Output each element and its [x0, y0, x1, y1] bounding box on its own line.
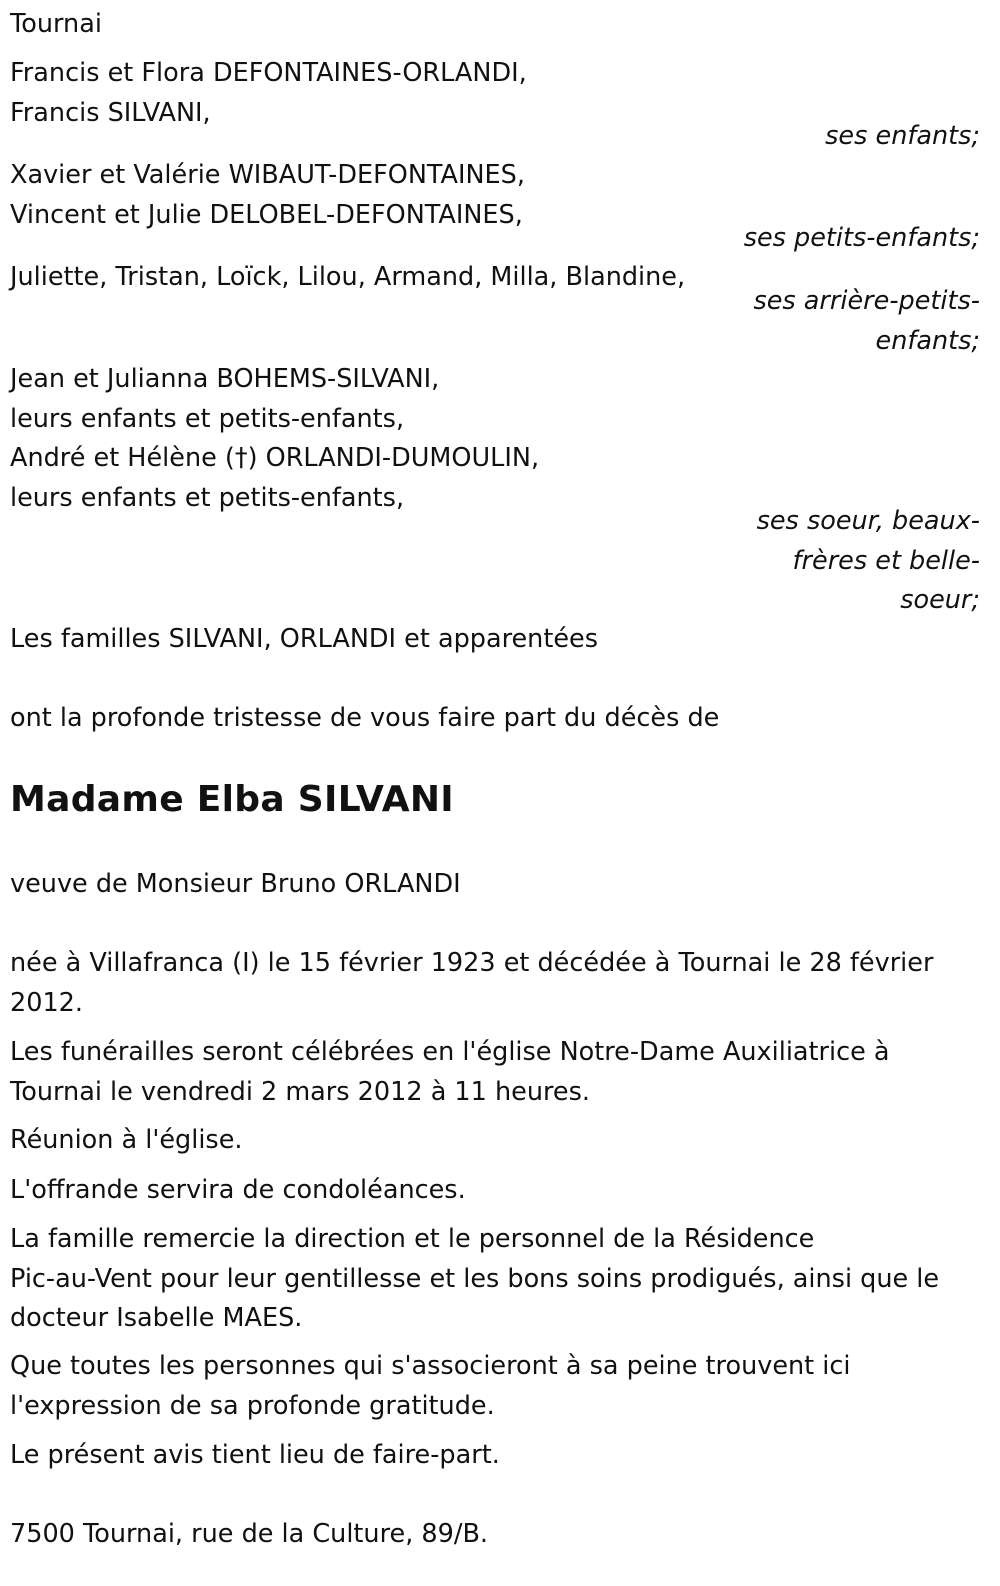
role-line: ses arrière-petits-	[753, 286, 980, 316]
paragraph-line: 2012.	[10, 987, 84, 1018]
city-header: Tournai	[10, 9, 102, 39]
siblings-names	[10, 360, 539, 518]
role-line: enfants;	[875, 325, 980, 356]
role-line: soeur;	[900, 585, 980, 615]
offering-note: L'offrande servira de condoléances.	[10, 1175, 466, 1205]
family-line: leurs enfants et petits-enfants,	[10, 482, 405, 513]
paragraph-line: née à Villafranca (I) le 15 février 1923 et décédée à Tournai le 28 février	[10, 948, 934, 978]
great-grandchildren-names	[10, 258, 685, 298]
paragraph-line: Que toutes les personnes qui s'associeront à sa peine trouvent ici	[10, 1351, 851, 1381]
family-line: Xavier et Valérie WIBAUT-DEFONTAINES,	[10, 160, 525, 190]
family-line: Jean et Julianna BOHEMS-SILVANI,	[10, 364, 440, 394]
funeral-paragraph	[10, 1033, 890, 1112]
birth-death-paragraph	[10, 944, 933, 1023]
paragraph-line: Pic-au-Vent pour leur gentillesse et les bons soins prodigués, ainsi que le	[10, 1263, 940, 1294]
family-line: Francis et Flora DEFONTAINES-ORLANDI,	[10, 58, 527, 88]
notice-line: Le présent avis tient lieu de faire-part.	[10, 1440, 500, 1470]
family-line: André et Hélène (†) ORLANDI-DUMOULIN,	[10, 443, 540, 473]
grandchildren-names	[10, 156, 525, 235]
role-line: frères et belle-	[792, 545, 980, 576]
gratitude-paragraph	[10, 1347, 850, 1426]
announcement: ont la profonde tristesse de vous faire part du décès de	[10, 703, 720, 733]
paragraph-line: docteur Isabelle MAES.	[10, 1303, 303, 1333]
meeting-note: Réunion à l'église.	[10, 1125, 243, 1155]
role-grandchildren: ses petits-enfants;	[743, 223, 980, 253]
address-line: 7500 Tournai, rue de la Culture, 89/B.	[10, 1519, 489, 1549]
role-siblings	[757, 502, 980, 621]
family-line: Francis SILVANI,	[10, 97, 211, 128]
role-great-grandchildren	[753, 282, 980, 361]
paragraph-line: Tournai le vendredi 2 mars 2012 à 11 heures.	[10, 1076, 590, 1107]
children-names	[10, 54, 527, 133]
widow-of: veuve de Monsieur Bruno ORLANDI	[10, 869, 461, 899]
paragraph-line: Les funérailles seront célébrées en l'église Notre-Dame Auxiliatrice à	[10, 1037, 890, 1067]
role-children: ses enfants;	[825, 121, 980, 151]
deceased-name: Madame Elba SILVANI	[10, 779, 454, 820]
family-line: leurs enfants et petits-enfants,	[10, 403, 405, 434]
role-line: ses soeur, beaux-	[756, 506, 980, 536]
families-line: Les familles SILVANI, ORLANDI et apparentées	[10, 624, 599, 654]
paragraph-line: l'expression de sa profonde gratitude.	[10, 1390, 495, 1421]
family-line: Vincent et Julie DELOBEL-DEFONTAINES,	[10, 199, 523, 230]
paragraph-line: La famille remercie la direction et le personnel de la Résidence	[10, 1224, 815, 1254]
family-line: Juliette, Tristan, Loïck, Lilou, Armand, Milla, Blandine,	[10, 262, 686, 292]
thanks-paragraph	[10, 1220, 939, 1339]
